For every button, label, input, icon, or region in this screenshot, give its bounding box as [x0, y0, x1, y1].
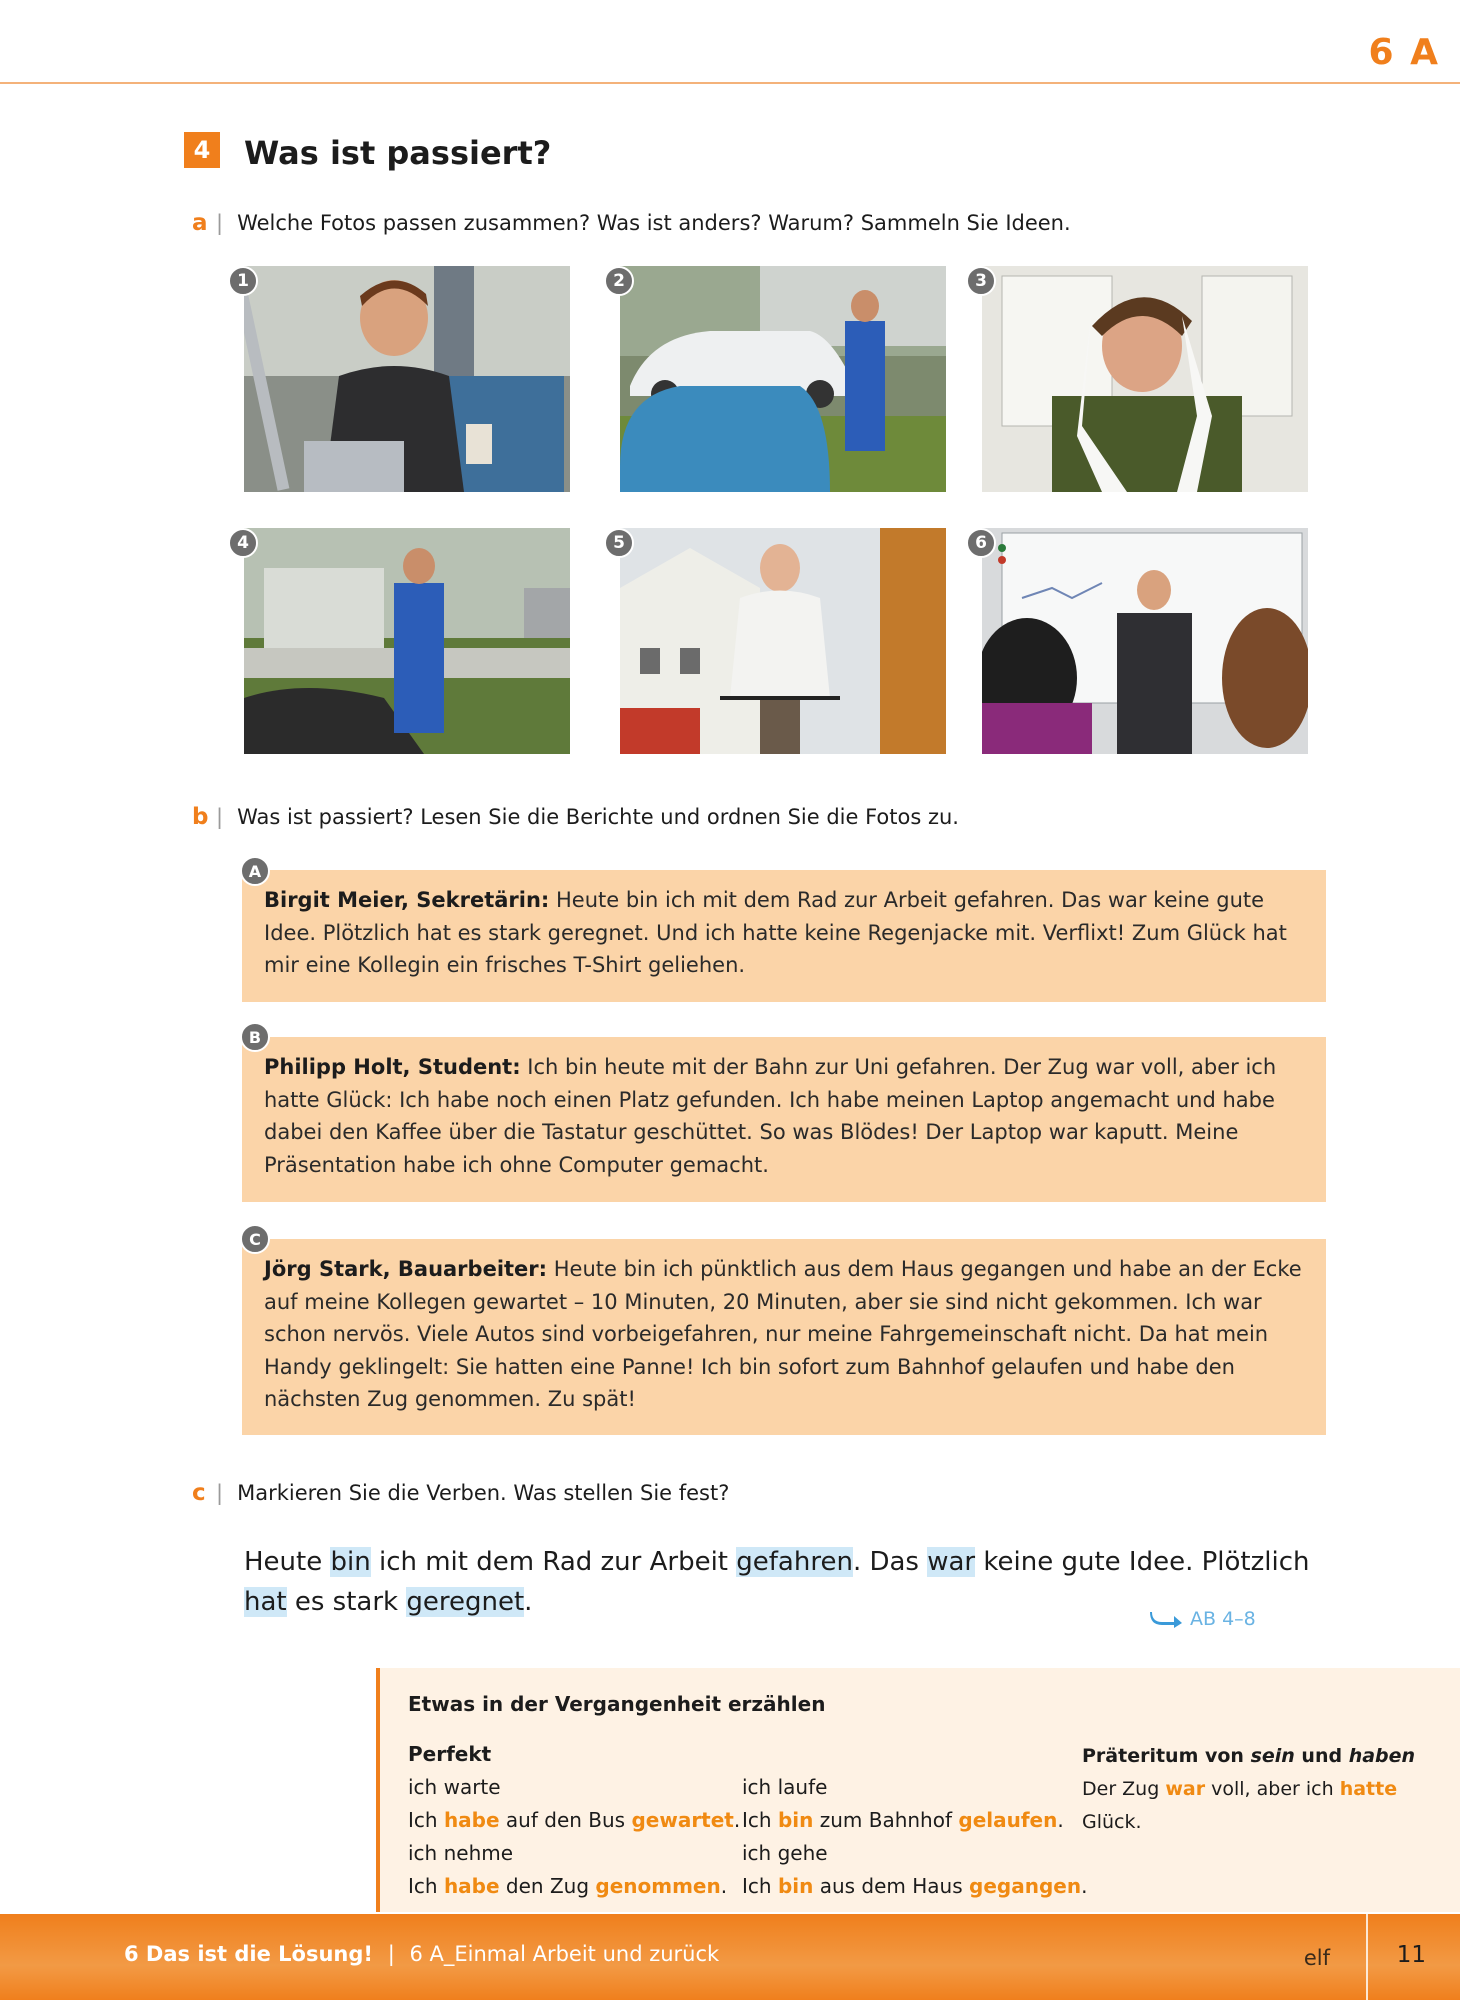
- report-c-name: Jörg Stark, Bauarbeiter:: [264, 1257, 548, 1281]
- task-divider: |: [216, 805, 224, 829]
- example-text: ich mit dem Rad zur Arbeit: [370, 1547, 737, 1577]
- report-b-badge: B: [240, 1022, 270, 1052]
- photo-number-4: 4: [228, 528, 258, 558]
- report-a-badge: A: [240, 856, 270, 886]
- task-a-letter: a: [192, 210, 208, 236]
- task-divider: |: [216, 211, 224, 235]
- praeteritum-heading: Präteritum von sein und haben: [1082, 1745, 1416, 1767]
- report-c-text: Heute bin ich pünktlich aus dem Haus gegangen und habe an der Ecke auf meine Kollegen gewartet – 10 Minuten, 20 Minuten, aber sie sind nicht gekommen. Ich war schon nervös. Viele Autos sind vorbeigefahren, nur meine Fahrgemeinschaft nicht. Da hat mein Handy geklingelt: Sie hatten eine Panne! Ich bin sofort zum Bahnhof gelaufen und habe den nächsten Zug genommen. Zu spät!: [264, 1257, 1302, 1411]
- example-text: keine gute Idee. Plötzlich: [975, 1547, 1310, 1577]
- example-text: .: [524, 1587, 533, 1617]
- exercise-title: Was ist passiert?: [244, 134, 552, 172]
- example-text: . Das: [852, 1547, 928, 1577]
- highlighted-verb: geregnet: [406, 1587, 525, 1617]
- header-rule: [0, 82, 1460, 84]
- highlighted-verb: bin: [330, 1547, 371, 1577]
- grammar-line: ich warte: [408, 1775, 501, 1799]
- page-word: elf: [1303, 1946, 1330, 1970]
- grammar-box: [376, 1668, 1460, 1912]
- chapter-title: 6 Das ist die Lösung!: [124, 1942, 373, 1966]
- photo-3: [982, 266, 1308, 492]
- report-a-text: Heute bin ich mit dem Rad zur Arbeit gefahren. Das war keine gute Idee. Plötzlich hat es stark geregnet. Und ich hatte keine Regenjacke mit. Verflixt! Zum Glück hat mir eine Kollegin ein frisches T-Shirt geliehen.: [264, 888, 1287, 977]
- photo-number-5: 5: [604, 528, 634, 558]
- photo-2: [620, 266, 946, 492]
- grammar-line: ich nehme: [408, 1841, 514, 1865]
- footer-separator: [1366, 1914, 1368, 2000]
- photo-6: [982, 528, 1308, 754]
- report-a-name: Birgit Meier, Sekretärin:: [264, 888, 550, 912]
- footer-bar: [0, 1914, 1460, 2000]
- photo-4: [244, 528, 570, 754]
- task-a-text: Welche Fotos passen zusammen? Was ist anders? Warum? Sammeln Sie Ideen.: [237, 211, 1071, 235]
- grammar-col-2: [742, 1771, 1087, 1903]
- footer-divider: |: [387, 1942, 395, 1966]
- task-c: [192, 1480, 729, 1506]
- photo-1: [244, 266, 570, 492]
- photo-presentation: [982, 528, 1308, 754]
- grammar-line: ich laufe: [742, 1775, 828, 1799]
- highlighted-verb: hat: [244, 1587, 287, 1617]
- grammar-line: Ich habe den Zug genommen.: [408, 1874, 728, 1898]
- photo-woman-bike: [620, 528, 946, 754]
- grammar-line: Ich bin zum Bahnhof gelaufen.: [742, 1808, 1064, 1832]
- workbook-reference[interactable]: [1150, 1608, 1256, 1630]
- grammar-line: ich gehe: [742, 1841, 828, 1865]
- report-b-name: Philipp Holt, Student:: [264, 1055, 521, 1079]
- report-c-badge: C: [240, 1224, 270, 1254]
- task-b: [192, 804, 959, 830]
- perfekt-heading: Perfekt: [408, 1742, 492, 1766]
- task-c-text: Markieren Sie die Verben. Was stellen Sie fest?: [237, 1481, 730, 1505]
- photo-street-worker: [620, 266, 946, 492]
- photo-number-2: 2: [604, 266, 634, 296]
- grammar-line: Ich bin aus dem Haus gegangen.: [742, 1874, 1088, 1898]
- task-a: [192, 210, 1071, 236]
- photo-worker-phone: [244, 528, 570, 754]
- footer-chapter: [124, 1942, 719, 1966]
- photo-train-laptop: [244, 266, 570, 492]
- highlighted-verb: war: [927, 1547, 976, 1577]
- task-b-letter: b: [192, 804, 209, 830]
- report-b-text: Ich bin heute mit der Bahn zur Uni gefahren. Der Zug war voll, aber ich hatte Glück: Ich habe noch einen Platz gefunden. Ich habe meinen Laptop angemacht und habe dabei den Kaffee über die Tastatur geschüttet. So was Blödes! Der Laptop war kaputt. Meine Präsentation habe ich ohne Computer gemacht.: [264, 1055, 1277, 1177]
- exercise-number: 4: [184, 132, 220, 168]
- page-number: 11: [1396, 1942, 1426, 1968]
- task-b-text: Was ist passiert? Lesen Sie die Berichte und ordnen Sie die Fotos zu.: [237, 805, 959, 829]
- photo-number-1: 1: [228, 266, 258, 296]
- task-c-letter: c: [192, 1480, 206, 1506]
- photo-number-6: 6: [966, 528, 996, 558]
- photo-5: [620, 528, 946, 754]
- report-c: [242, 1239, 1326, 1435]
- photo-number-3: 3: [966, 266, 996, 296]
- grammar-col-3: [1082, 1740, 1460, 1839]
- report-b: [242, 1037, 1326, 1202]
- photo-woman-towel: [982, 266, 1308, 492]
- grammar-title: Etwas in der Vergangenheit erzählen: [408, 1692, 826, 1716]
- report-a: [242, 870, 1326, 1002]
- grammar-col-1: [408, 1738, 740, 1903]
- workbook-reference-label: AB 4–8: [1190, 1608, 1256, 1630]
- example-text: es stark: [286, 1587, 407, 1617]
- lesson-title: 6 A_Einmal Arbeit und zurück: [409, 1942, 720, 1966]
- highlighted-verb: gefahren: [736, 1547, 853, 1577]
- unit-tag: 6 A: [1368, 32, 1440, 73]
- arrow-right-icon: [1150, 1610, 1184, 1628]
- task-divider: |: [216, 1481, 224, 1505]
- grammar-line: Der Zug war voll, aber ich hatte Glück.: [1082, 1778, 1398, 1833]
- grammar-line: Ich habe auf den Bus gewartet.: [408, 1808, 741, 1832]
- example-text: Heute: [244, 1547, 331, 1577]
